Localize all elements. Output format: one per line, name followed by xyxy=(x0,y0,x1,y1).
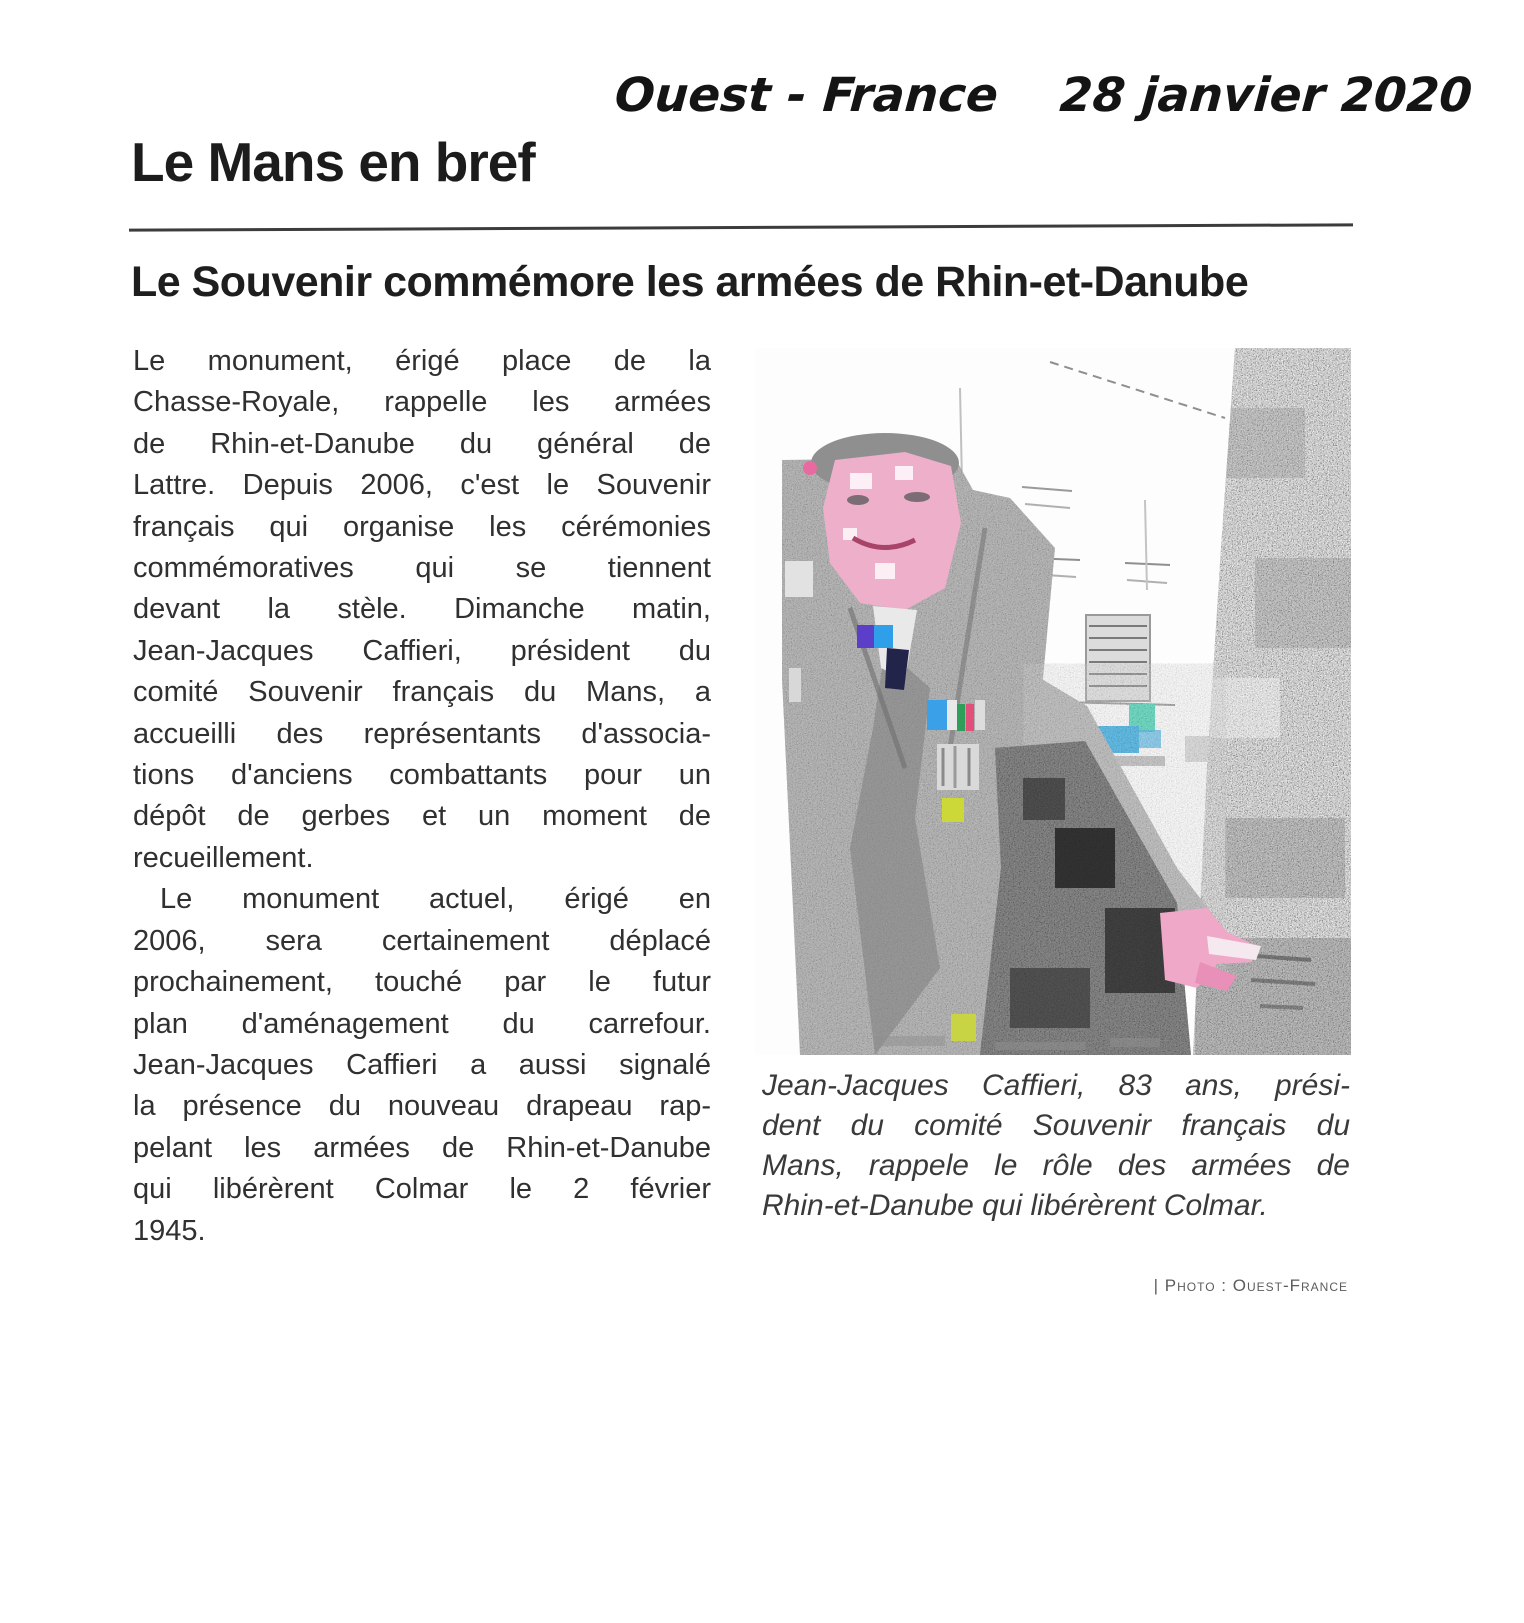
body-line: comité Souvenir français du Mans, a xyxy=(133,676,711,709)
article-headline: Le Souvenir commémore les armées de Rhin-et-Danube xyxy=(131,258,1249,306)
photo-credit: | Photo : Ouest-France xyxy=(1153,1276,1348,1295)
caption-line: dent du comité Souvenir français du xyxy=(762,1109,1350,1142)
photo-illustration xyxy=(755,348,1351,1055)
section-divider xyxy=(129,223,1353,231)
caption-line: Mans, rappele le rôle des armées de xyxy=(762,1149,1350,1182)
body-line: Chasse-Royale, rappelle les armées xyxy=(133,386,711,419)
clipping-date: 28 janvier 2020 xyxy=(1058,68,1474,123)
body-line: tions d'anciens combattants pour un xyxy=(133,759,711,792)
body-line: pelant les armées de Rhin-et-Danube xyxy=(133,1131,711,1164)
right-eye xyxy=(904,492,930,502)
section-title: Le Mans en bref xyxy=(131,131,535,193)
photo-caption xyxy=(762,1066,1350,1226)
body-line: devant la stèle. Dimanche matin, xyxy=(133,593,711,626)
body-line: 2006, sera certainement déplacé xyxy=(133,924,711,957)
lapel-pin xyxy=(789,668,801,702)
body-line: Jean-Jacques Caffieri a aussi signalé xyxy=(133,1048,711,1081)
handwritten-date-line xyxy=(613,68,1474,123)
pink-dot xyxy=(803,461,817,475)
medal-group xyxy=(937,744,979,790)
body-line: français qui organise les cérémonies xyxy=(133,510,711,543)
body-line: de Rhin-et-Danube du général de xyxy=(133,427,711,460)
body-line: la présence du nouveau drapeau rap- xyxy=(133,1090,711,1123)
body-line: Lattre. Depuis 2006, c'est le Souvenir xyxy=(133,469,711,502)
article-body xyxy=(133,341,711,1252)
body-line: dépôt de gerbes et un moment de xyxy=(133,800,711,833)
shutter-window xyxy=(1086,615,1150,701)
left-eye xyxy=(847,495,869,505)
collar-ribbon-purple xyxy=(857,625,874,648)
car-blue-bar-light xyxy=(1139,730,1161,748)
caption-line: Rhin-et-Danube qui libérèrent Colmar. xyxy=(762,1189,1268,1222)
body-line: qui libérèrent Colmar le 2 février xyxy=(133,1173,711,1206)
body-line: Le monument actuel, érigé en xyxy=(160,883,711,916)
body-line: accueilli des représentants d'associa- xyxy=(133,717,711,750)
collar-ribbon-blue xyxy=(874,625,893,648)
medal-bar xyxy=(927,700,985,731)
masthead-name: Ouest - France xyxy=(613,68,1000,123)
body-line: commémoratives qui se tiennent xyxy=(133,552,711,585)
badge-yellow-low xyxy=(951,1014,976,1041)
body-line: plan d'aménagement du carrefour. xyxy=(133,1007,711,1040)
epaulette xyxy=(785,561,813,597)
caption-line: Jean-Jacques Caffieri, 83 ans, prési- xyxy=(762,1069,1350,1102)
body-line: recueillement. xyxy=(133,841,314,874)
body-line: Jean-Jacques Caffieri, président du xyxy=(133,634,711,667)
body-line: prochainement, touché par le futur xyxy=(133,966,711,999)
medal-yellow xyxy=(942,798,964,822)
paragraph-2 xyxy=(133,879,711,1252)
paragraph-1 xyxy=(133,341,711,879)
body-line: 1945. xyxy=(133,1214,206,1247)
article-photo xyxy=(755,348,1351,1055)
body-line: Le monument, érigé place de la xyxy=(133,345,711,377)
